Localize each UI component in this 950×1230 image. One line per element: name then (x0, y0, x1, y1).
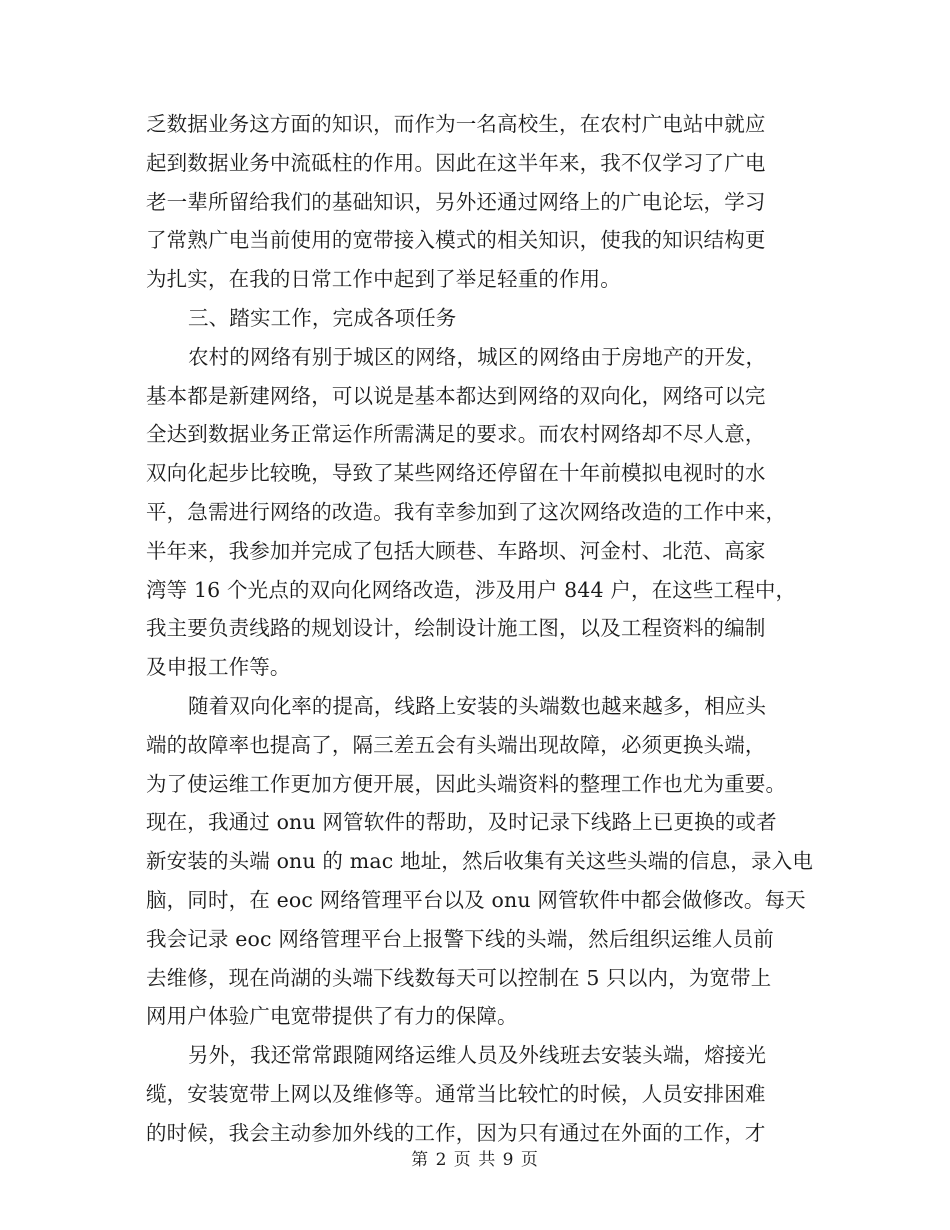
text-line: 三、踏实工作，完成各项任务 (188, 305, 457, 330)
text-line: 基本都是新建网络，可以说是基本都达到网络的双向化，网络可以完 (146, 383, 766, 408)
text-line: 平，急需进行网络的改造。我有幸参加到了这次网络改造的工作中来， (146, 499, 787, 524)
text-line: 端的故障率也提高了，隔三差五会有头端出现故障，必须更换头端， (146, 732, 766, 757)
text-line: 另外，我还常常跟随网络运维人员及外线班去安装头端，熔接光 (188, 1043, 767, 1068)
text-line: 为扎实，在我的日常工作中起到了举足轻重的作用。 (146, 267, 621, 292)
text-line: 农村的网络有别于城区的网络，城区的网络由于房地产的开发， (188, 344, 767, 369)
text-line: 老一辈所留给我们的基础知识，另外还通过网络上的广电论坛，学习 (146, 189, 766, 214)
text-line: 脑，同时，在 eoc 网络管理平台以及 onu 网管软件中都会做修改。每天 (146, 887, 806, 912)
text-line: 湾等 16 个光点的双向化网络改造，涉及用户 844 户，在这些工程中， (146, 577, 797, 602)
text-line: 随着双向化率的提高，线路上安装的头端数也越来越多，相应头 (188, 693, 767, 718)
text-line: 全达到数据业务正常运作所需满足的要求。而农村网络却不尽人意， (146, 422, 766, 447)
text-line: 起到数据业务中流砥柱的作用。因此在这半年来，我不仅学习了广电 (146, 150, 766, 175)
text-line: 缆，安装宽带上网以及维修等。通常当比较忙的时候，人员安排困难 (146, 1081, 766, 1106)
text-line: 的时候，我会主动参加外线的工作，因为只有通过在外面的工作，才 (146, 1120, 766, 1145)
text-line: 双向化起步比较晚，导致了某些网络还停留在十年前模拟电视时的水 (146, 461, 766, 486)
text-line: 了常熟广电当前使用的宽带接入模式的相关知识，使我的知识结构更 (146, 228, 766, 253)
text-line: 网用户体验广电宽带提供了有力的保障。 (146, 1004, 518, 1029)
text-line: 我主要负责线路的规划设计，绘制设计施工图，以及工程资料的编制 (146, 616, 766, 641)
text-line: 去维修，现在尚湖的头端下线数每天可以控制在 5 只以内，为宽带上 (146, 965, 772, 990)
text-line: 现在，我通过 onu 网管软件的帮助，及时记录下线路上已更换的或者 (146, 810, 777, 835)
text-line: 乏数据业务这方面的知识，而作为一名高校生，在农村广电站中就应 (146, 112, 766, 136)
text-line: 为了使运维工作更加方便开展，因此头端资料的整理工作也尤为重要。 (146, 771, 787, 796)
text-line: 我会记录 eoc 网络管理平台上报警下线的头端，然后组织运维人员前 (146, 926, 774, 951)
text-line: 及申报工作等。 (146, 655, 291, 680)
text-line: 半年来，我参加并完成了包括大顾巷、车路坝、河金村、北范、高家 (146, 538, 766, 563)
page-footer: 第 2 页 共 9 页 (411, 1150, 539, 1170)
document-body (146, 105, 814, 1153)
text-line: 新安装的头端 onu 的 mac 地址，然后收集有关这些头端的信息，录入电 (146, 849, 814, 874)
